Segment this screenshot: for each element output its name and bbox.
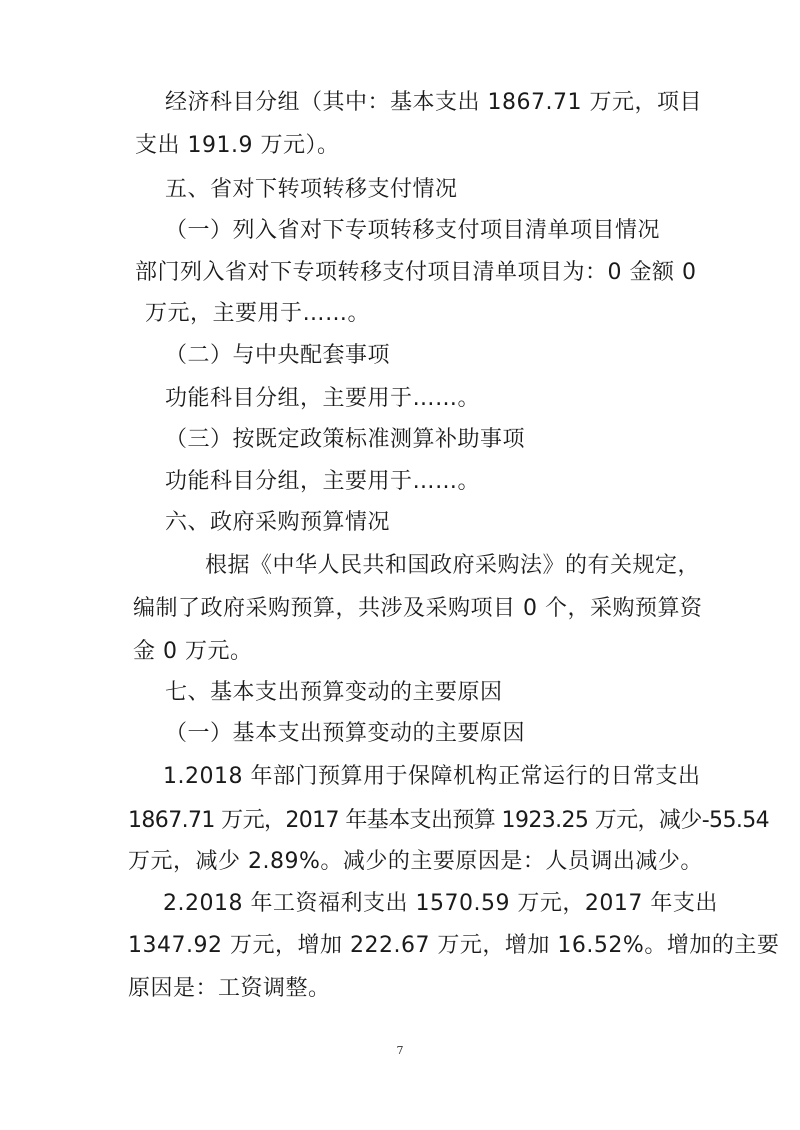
text-line: 功能科目分组，主要用于……。 bbox=[165, 469, 481, 494]
section-heading: 七、基本支出预算变动的主要原因 bbox=[165, 680, 503, 705]
subsection-heading: （二）与中央配套事项 bbox=[165, 343, 391, 368]
text-line: 万元，主要用于……。 bbox=[145, 301, 371, 326]
text-line: 原因是：工资调整。 bbox=[128, 976, 331, 1001]
text-line: 2.2018 年工资福利支出 1570.59 万元，2017 年支出 bbox=[163, 891, 718, 916]
section-heading: 六、政府采购预算情况 bbox=[165, 510, 391, 535]
text-line: 根据《中华人民共和国政府采购法》的有关规定， bbox=[205, 553, 701, 578]
page-number: 7 bbox=[396, 1044, 404, 1057]
section-heading: 五、省对下转项转移支付情况 bbox=[165, 177, 458, 202]
text-line: 1.2018 年部门预算用于保障机构正常运行的日常支出 bbox=[163, 764, 701, 789]
text-line: 编制了政府采购预算，共涉及采购项目 0 个，采购预算资 bbox=[133, 596, 703, 621]
text-line: 1867.71 万元，2017 年基本支出预算 1923.25 万元，减少-55.54 bbox=[128, 808, 770, 833]
text-line: 部门列入省对下专项转移支付项目清单项目为：0 金额 0 bbox=[135, 260, 697, 285]
text-line: 万元，减少 2.89%。减少的主要原因是：人员调出减少。 bbox=[128, 849, 703, 874]
text-line: 支出 191.9 万元）。 bbox=[135, 133, 340, 158]
text-line: 功能科目分组，主要用于……。 bbox=[165, 386, 481, 411]
subsection-heading: （一）列入省对下专项转移支付项目清单项目情况 bbox=[165, 218, 661, 243]
text-line: 经济科目分组（其中：基本支出 1867.71 万元，项目 bbox=[165, 90, 702, 115]
text-line: 金 0 万元。 bbox=[133, 639, 253, 664]
text-line: 1347.92 万元，增加 222.67 万元，增加 16.52%。增加的主要 bbox=[128, 933, 780, 958]
subsection-heading: （三）按既定政策标准测算补助事项 bbox=[165, 427, 526, 452]
subsection-heading: （一）基本支出预算变动的主要原因 bbox=[165, 721, 526, 746]
